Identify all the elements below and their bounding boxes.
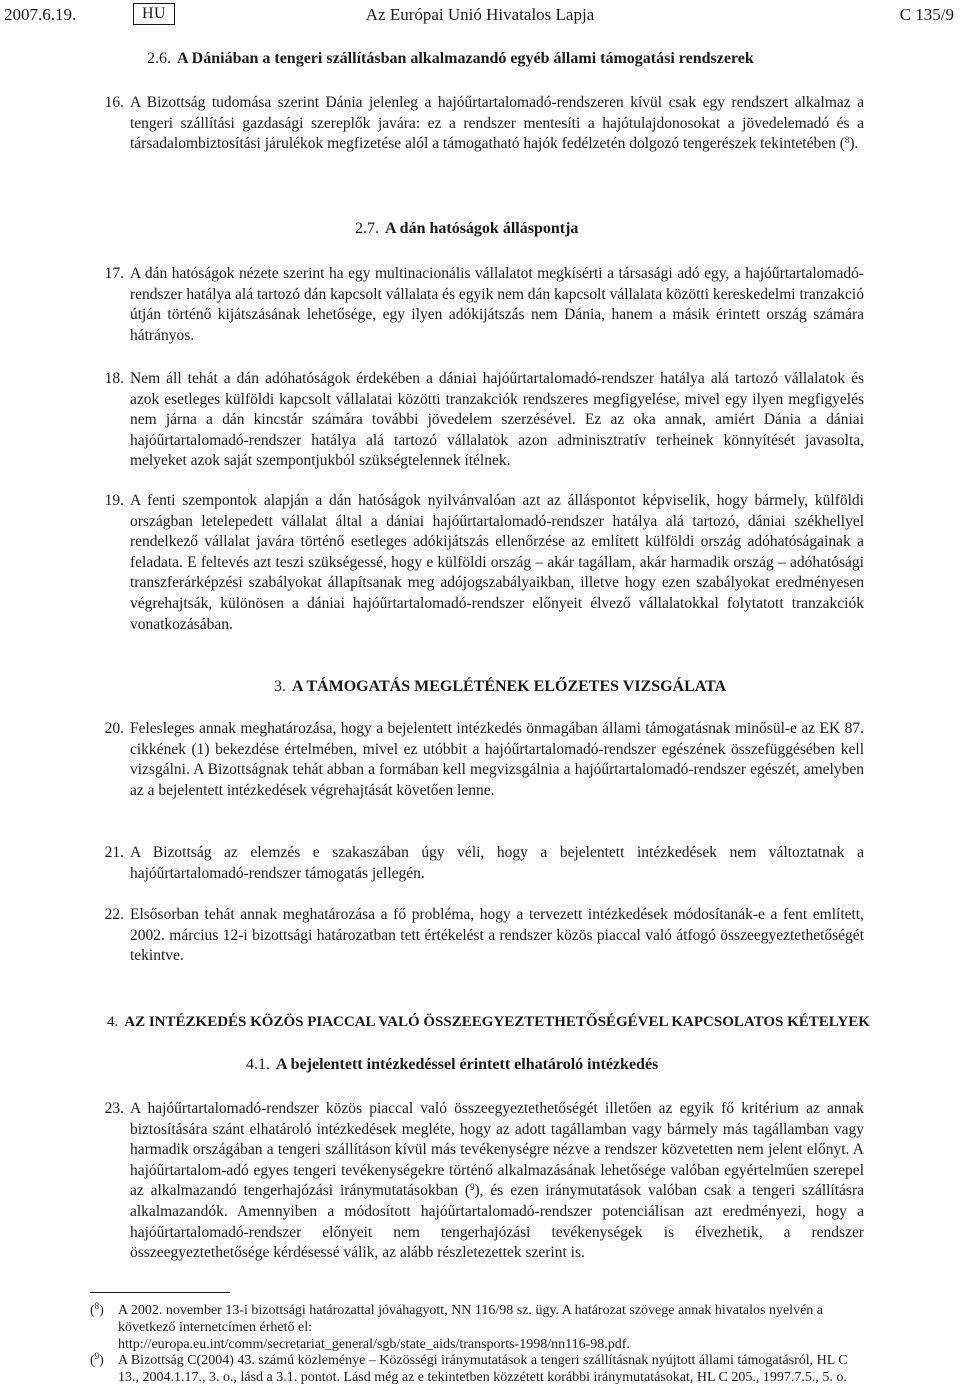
footnote-9: ($^9$) A Bizottság C(2004) 43. számú közleménye – Közösségi iránymutatások a tengeri szállításnak nyújtott állami támogatásról, HL C 13., 2004.1.17., 3. o., lásd a 3.1. pontot. Lásd még az e tekintetben közzétett korábbi iránymutatásokat, HL C 205., 1997.7.5., 5. o.: [90, 1351, 848, 1385]
paragraph-number: 17.: [104, 265, 124, 282]
paragraph-17: 17. A dán hatóságok nézete szerint ha egy multinacionális vállalatot megkísérti a társasági adó egy, a hajóűrtartalomadó-rendszer hatálya alá tartozó dán kapcsolt vállalata és egyik nem dán kapcsolt vállalata közötti kereskedelmi tranzakció útján történő kijátszásának lehetősége, egy ilyen adókijátszás nem Dánia, hanem a másik érintett ország számára hátrányos.: [90, 264, 864, 346]
paragraph-20: 20. Felesleges annak meghatározása, hogy a bejelentett intézkedés önmagában állami támogatásnak minősül-e az EK 87. cikkének (1) bekezdése értelmében, mivel ez utóbbit a hajóűrtartalomadó-rendszer egészének összefüggésében kell vizsgálni. A Bizottságnak tehát abban a formában kell megvizsgálnia a hajóűrtartalomadó-rendszer egészét, amelyben az a bejelentett intézkedések végrehajtását követően lenne.: [90, 719, 864, 801]
language-badge: HU: [133, 3, 175, 25]
paragraph-19: 19. A fenti szempontok alapján a dán hatóságok nyilvánvalóan azt az álláspontot képviselik, hogy bármely, külföldi országban letelepedett vállalat által a dániai hajóűrtartalomadó-rendszer hatálya alá tartozó, dániai székhellyel rendelkező vállalat javára történő esetleges adókijátszás ellenőrzése az említett külföldi ország adóhatóságainak a feladata. E feltevés azt teszi szükségessé, hogy e külföldi ország – akár tagállam, akár harmadik ország – adóhatósági transzferárképzési szabályokat állapítsanak meg adójogszabályaikban, illetve hogy ezen szabályokat eredményesen végrehajtsák, különösen a dániai hajóűrtartalomadó-rendszer előnyeit élvező vállalatokkal folytatott tranzakciók vonatkozásában.: [90, 491, 864, 635]
paragraph-18: 18. Nem áll tehát a dán adóhatóságok érdekében a dániai hajóűrtartalomadó-rendszer hatálya alá tartozó vállalatok és azok esetleges külföldi kapcsolt vállalatai közötti tranzakciók rendszeres megfigyelése, mivel egy ilyen megfigyelés nem járna a dán kincstár számára további jövedelem szerzésével. Ez az oka annak, amiért Dánia a dániai hajóűrtartalomadó-rendszer hatálya alá tartozó vállalatok azon adminisztratív terheinek könnyítését javasolta, melyeket azok saját szempontjukból szükségtelennek ítélnek.: [90, 369, 864, 472]
paragraph-number: 18.: [104, 370, 124, 387]
footnote-ref[interactable]: 9: [470, 1182, 475, 1193]
footnote-divider: [90, 1292, 230, 1293]
footnote-8: ($^8$) A 2002. november 13-i bizottsági határozattal jóváhagyott, NN 116/98 sz. ügy. A határozat szövege annak hivatalos nyelvén a következő internetcímen érhető el: http://europa.eu.int/comm/secretariat_general/sgb/state_aids/transports-1998/nn116-98.pdf.: [90, 1301, 823, 1352]
section-heading-3: 3. A TÁMOGATÁS MEGLÉTÉNEK ELŐZETES VIZSGÁLATA: [274, 678, 727, 695]
section-heading-4: 4. AZ INTÉZKEDÉS KÖZÖS PIACCAL VALÓ ÖSSZEEGYEZTETHETŐSÉGÉVEL KAPCSOLATOS KÉTELYEK: [107, 1014, 870, 1030]
paragraph-22: 22. Elsősorban tehát annak meghatározása a fő probléma, hogy a tervezett intézkedések módosítanák-e a fent említett, 2002. március 12-i bizottsági határozatban tett értékelést a rendszer közös piaccal való átfogó összeegyeztethetőségét tekintve.: [90, 905, 864, 967]
page-number: C 135/9: [899, 5, 954, 24]
paragraph-number: 22.: [104, 906, 124, 923]
paragraph-number: 20.: [104, 720, 124, 737]
paragraph-number: 19.: [104, 492, 124, 509]
journal-title: Az Európai Unió Hivatalos Lapja: [365, 5, 595, 24]
paragraph-16: 16. A Bizottság tudomása szerint Dánia jelenleg a hajóűrtartalomadó-rendszeren kívül csak egy rendszert alkalmaz a tengeri szállítási gazdasági szereplők javára: ez a rendszer mentesíti a hajótulajdonosokat a jövedelemadó és a társadalombiztosítási járulékok megfizetése alól a támogatható hajók fedélzetén dolgozó tengerészek tekintetében ($^8$).: [90, 93, 864, 155]
section-heading-4-1: 4.1. A bejelentett intézkedéssel érintett elhatároló intézkedés: [246, 1056, 659, 1073]
publication-date: 2007.6.19.: [4, 5, 77, 24]
section-heading-2-6: 2.6. A Dániában a tengeri szállításban alkalmazandó egyéb állami támogatási rendszerek: [147, 50, 754, 67]
footnote-url[interactable]: http://europa.eu.int/comm/secretariat_general/sgb/state_aids/transports-1998/nn116-98.pdf: [118, 1337, 627, 1352]
paragraph-number: 16.: [104, 94, 124, 111]
page-header: [0, 3, 960, 27]
paragraph-number: 21.: [104, 844, 124, 861]
section-heading-2-7: 2.7. A dán hatóságok álláspontja: [355, 220, 579, 237]
footnote-ref[interactable]: 8: [844, 135, 850, 146]
paragraph-23: 23. A hajóűrtartalomadó-rendszer közös piaccal való összeegyeztethetőségét illetően az egyik fő kritérium az annak biztosítására szánt elhatároló intézkedések megléte, hogy az adott tagállamban vagy bármely más tagállamban vagy harmadik országában a tengeri szállításon kívül más tevékenységre nézve a rendszer közvetetten nem jelent előnyt. A hajóűrtartalom-adó egyes tengeri tevékenységekre történő alkalmazásának lehetősége valóban egyértelműen szerepel az alkalmazandó tengerhajózási iránymutatásokban ($^9$), és ezen iránymutatások valóban csak a tengeri szállításra alkalmazandók. Amennyiben a módosított hajóűrtartalomadó-rendszer potenciálisan azt eredményezi, hogy a hajóűrtartalomadó-rendszer előnyeit nem tengerhajózási tevékenységek is élvezhetik, a rendszer összeegyeztethetősége kérdésessé válik, az alább részletezettek szerint is.: [90, 1099, 864, 1264]
paragraph-21: 21. A Bizottság az elemzés e szakaszában úgy véli, hogy a bejelentett intézkedések nem változtatnak a hajóűrtartalomadó-rendszer támogatás jellegén.: [90, 843, 864, 884]
paragraph-number: 23.: [104, 1100, 124, 1117]
